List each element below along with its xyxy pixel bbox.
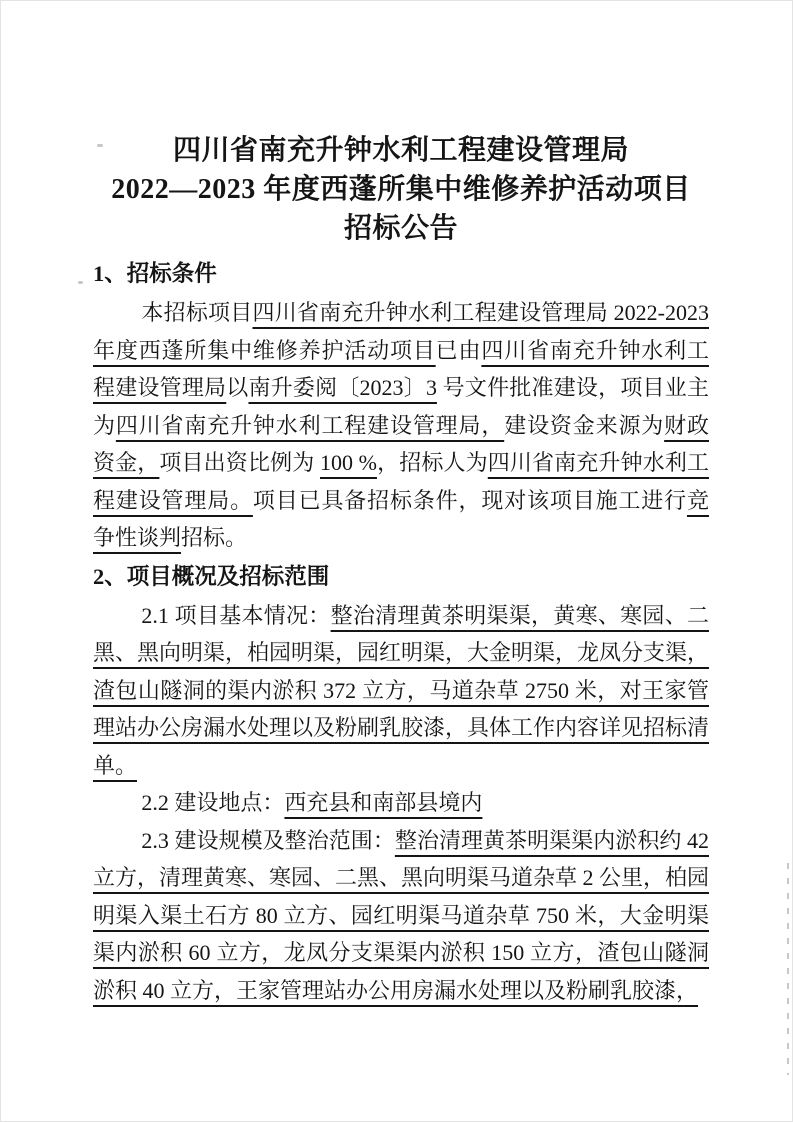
text-run: 2.1 项目基本情况： bbox=[141, 602, 331, 628]
underlined-text-run: 整治清理黄茶明渠渠，黄寒、寒园、二黑、黑向明渠，柏园明渠，园红明渠，大金明渠，龙凤分支渠，渣包山隧洞的渠内淤积 372 立方，马道杂草 2750 米，对王家管理站办公房漏水处理以及粉刷乳胶漆，具体工作内容详见招标清单。 bbox=[93, 602, 710, 778]
document-body bbox=[93, 254, 709, 1009]
underlined-text-run: 四川省南充升钟水利工程建设管理局 bbox=[93, 337, 709, 400]
underlined-text-run: 100 % bbox=[319, 450, 377, 475]
underlined-text-run: 四川省南充升钟水利工程建设管理局 2022-2023 年度西蓬所集中维修养护活动项目 bbox=[93, 300, 709, 363]
text-run: 已由 bbox=[435, 337, 482, 363]
section-heading: 1、招标条件 bbox=[93, 261, 217, 286]
text-run: 项目已具备招标条件，现对该项目施工进行 bbox=[252, 487, 687, 513]
title-line-1: 四川省南充升钟水利工程建设管理局 bbox=[172, 135, 629, 166]
scan-artifact bbox=[787, 863, 789, 1075]
document-content bbox=[93, 131, 709, 1009]
text-run: ，招标人为 bbox=[376, 450, 488, 475]
underlined-text-run: 财政资金， bbox=[93, 412, 709, 475]
text-run: 2.3 建设规模及整治范围： bbox=[141, 827, 395, 853]
underlined-text-run: 整治清理黄茶明渠渠内淤积约 42 立方，清理黄寒、寒园、二黑、黑向明渠马道杂草 2 公里，柏园明渠入渠土石方 80 立方、园红明渠马道杂草 750 米，大金明渠渠内淤积 60 立方，龙凤分支渠渠内淤积 150 立方，渣包山隧洞淤积 40 立方，王家管理站办公用房漏水处理以及粉刷乳胶漆， bbox=[93, 827, 710, 1003]
document-title bbox=[93, 131, 709, 248]
text-run: 招标。 bbox=[181, 525, 248, 550]
underlined-text-run: 竞争性谈判 bbox=[93, 487, 709, 550]
text-run: 项目出资比例为 bbox=[159, 450, 320, 475]
section-heading: 2、项目概况及招标范围 bbox=[93, 563, 330, 589]
paragraph bbox=[93, 822, 709, 1010]
underlined-text-run: 南升委阅〔2023〕3 bbox=[248, 375, 437, 400]
paragraph bbox=[93, 597, 709, 785]
text-run: 本招标项目 bbox=[141, 300, 253, 325]
underlined-text-run: 四川省南充升钟水利工程建设管理局。 bbox=[93, 450, 709, 513]
scan-speck bbox=[78, 281, 83, 284]
paragraph bbox=[93, 294, 709, 557]
title-line-2: 2022—2023 年度西蓬所集中维修养护活动项目 bbox=[111, 174, 691, 205]
text-run: 建设资金来源为 bbox=[504, 412, 665, 438]
text-run: 以 bbox=[226, 375, 249, 400]
paragraph bbox=[93, 784, 709, 822]
underlined-text-run: 四川省南充升钟水利工程建设管理局， bbox=[115, 412, 505, 438]
text-run: 2.2 建设地点： bbox=[141, 790, 285, 815]
underlined-text-run: 西充县和南部县境内 bbox=[284, 790, 483, 815]
text-run: 号文件批准建设，项目业主为 bbox=[93, 375, 709, 438]
title-line-3: 招标公告 bbox=[343, 213, 458, 244]
